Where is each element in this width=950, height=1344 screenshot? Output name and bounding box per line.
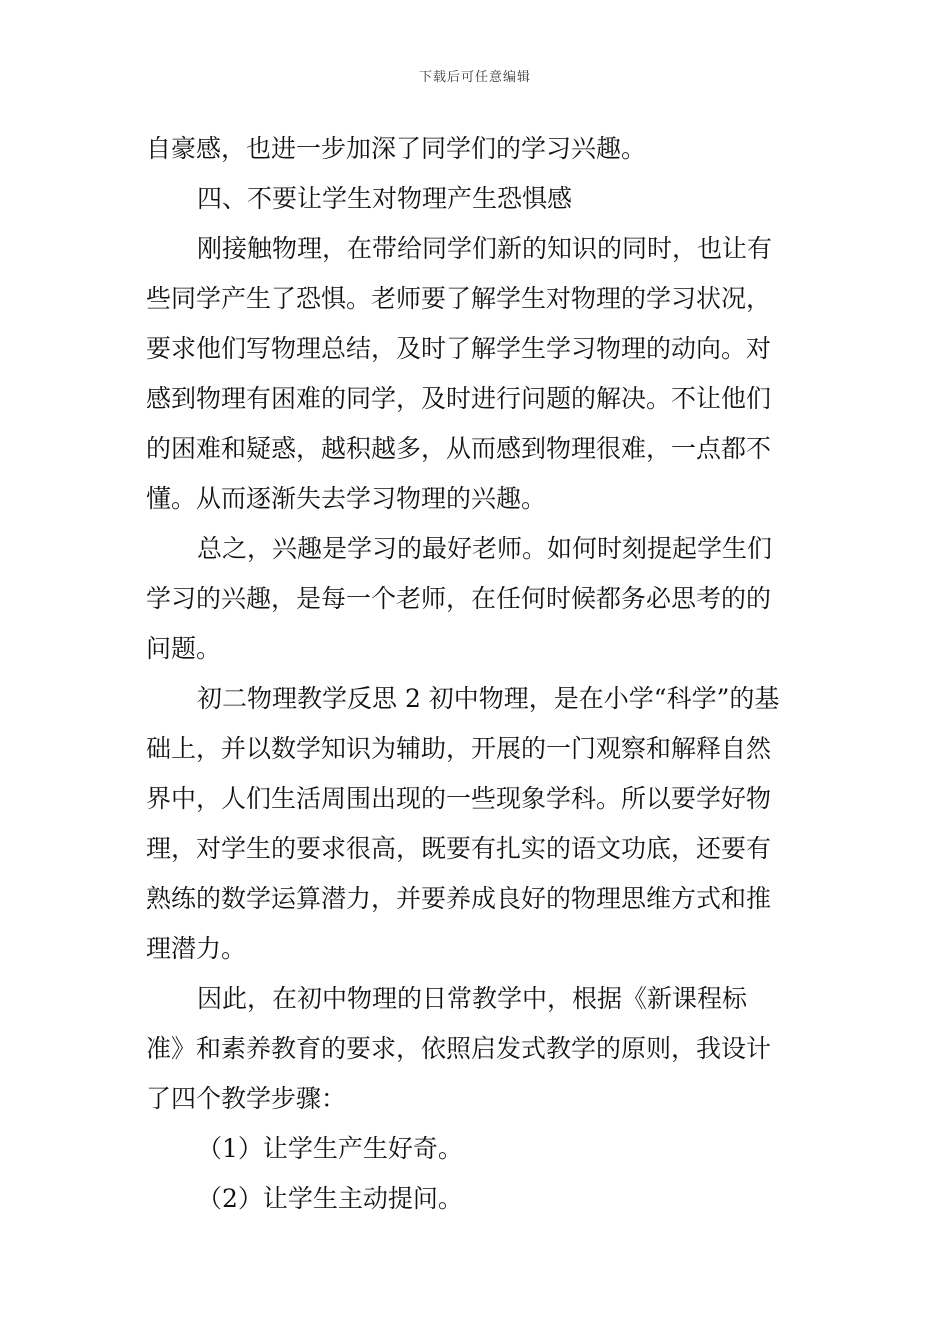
body-line: 懂。从而逐渐失去学习物理的兴趣。: [146, 484, 547, 513]
page-header: 下载后可任意编辑: [418, 70, 531, 85]
body-line: 了四个教学步骤：: [146, 1084, 347, 1113]
body-line: 理，对学生的要求很高，既要有扎实的语文功底，还要有: [146, 834, 772, 863]
body-line: 础上，并以数学知识为辅助，开展的一门观察和解释自然: [146, 734, 772, 763]
body-line: 界中，人们生活周围出现的一些现象学科。所以要学好物: [146, 784, 772, 813]
body-line: 问题。: [146, 634, 222, 663]
body-line: 感到物理有困难的同学，及时进行问题的解决。不让他们: [146, 384, 772, 413]
body-line: 刚接触物理，在带给同学们新的知识的同时，也让有: [197, 234, 773, 263]
body-line: 的困难和疑惑，越积越多，从而感到物理很难，一点都不: [146, 434, 772, 463]
body-line: 理潜力。: [146, 934, 247, 963]
list-item: （2）让学生主动提问。: [197, 1184, 463, 1213]
body-line: 学习的兴趣，是每一个老师，在任何时候都务必思考的的: [146, 584, 772, 613]
body-line: 准》和素养教育的要求，依照启发式教学的原则，我设计: [146, 1034, 772, 1063]
body-line: 些同学产生了恐惧。老师要了解学生对物理的学习状况，: [146, 284, 772, 313]
body-line: 总之，兴趣是学习的最好老师。如何时刻提起学生们: [197, 534, 773, 563]
body-line: 要求他们写物理总结，及时了解学生学习物理的动向。对: [146, 334, 772, 363]
body-line: 因此，在初中物理的日常教学中，根据《新课程标: [197, 984, 748, 1013]
body-line: 熟练的数学运算潜力，并要养成良好的物理思维方式和推: [146, 884, 772, 913]
list-item: （1）让学生产生好奇。: [197, 1134, 463, 1163]
body-line: 初二物理教学反思 2 初中物理，是在小学“科学”的基: [197, 684, 780, 713]
section-heading: 四、不要让学生对物理产生恐惧感: [197, 184, 573, 213]
body-line: 自豪感，也进一步加深了同学们的学习兴趣。: [146, 134, 647, 163]
